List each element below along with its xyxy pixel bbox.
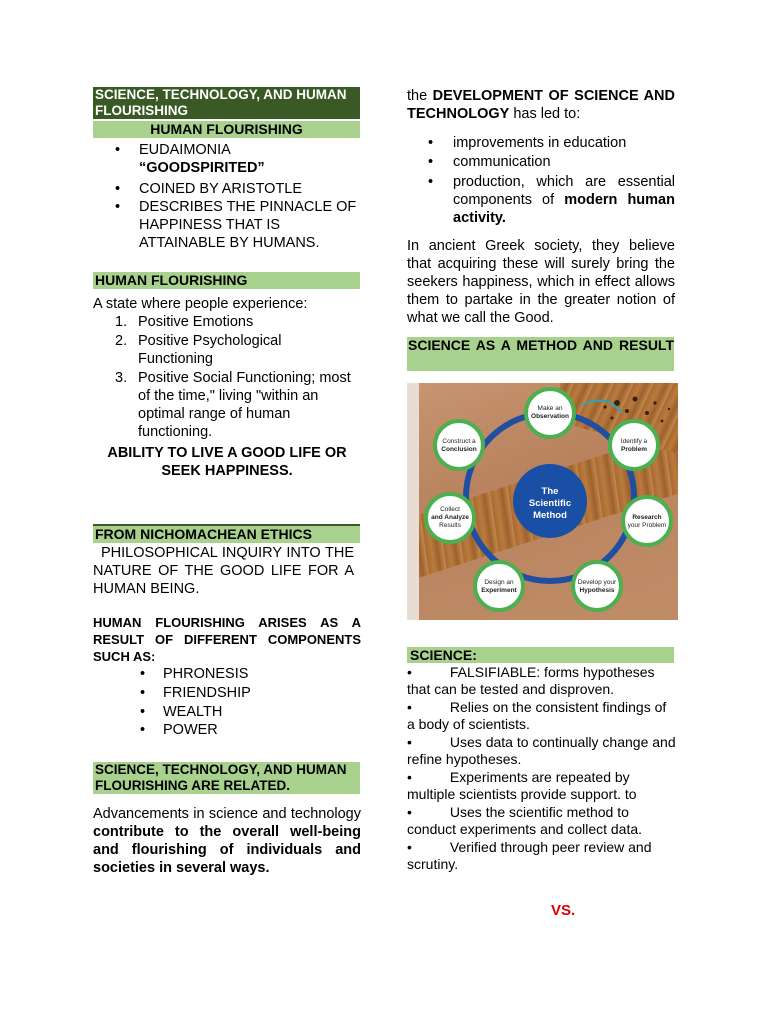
scientific-method-diagram <box>407 383 678 620</box>
eudaimonia-item: EUDAIMONIA <box>139 142 231 158</box>
greek-text: In ancient Greek society, they believe that acquiring these will surely bring the seekers happiness, which in effect allows them to partake in the greater notion of what we call the Good. <box>407 238 675 326</box>
center-label: Method <box>533 510 567 521</box>
science-item: • Experiments are repeated by multiple scientists provide support. to <box>407 769 637 802</box>
node-label: Experiment <box>481 587 517 594</box>
component-item: FRIENDSHIP <box>163 685 251 701</box>
led-item: improvements in education <box>453 135 627 151</box>
node-label: Problem <box>620 446 648 453</box>
main-heading: SCIENCE, TECHNOLOGY, AND HUMAN FLOURISHING <box>93 87 360 119</box>
development-text <box>407 87 675 123</box>
numbered-item: Positive Social Functioning; most of the time," living "within an optimal range of human functioning. <box>138 370 351 440</box>
node-label: Design an <box>484 579 514 586</box>
advancements-text <box>93 805 361 877</box>
led-item <box>453 173 675 227</box>
adv-bold: contribute to the overall well-being and flourishing of individuals and societies in several ways. <box>93 824 361 876</box>
science-item: • Verified through peer review and scrutiny. <box>407 839 652 872</box>
center-label: Scientific <box>528 498 572 509</box>
science-list <box>407 664 677 874</box>
node-label: Research <box>632 514 662 521</box>
center-label: The <box>541 486 559 497</box>
node-label: Construct a <box>442 438 476 445</box>
node-hypothesis <box>573 562 621 610</box>
component-item: PHRONESIS <box>163 666 249 682</box>
node-label: Develop your <box>577 579 617 586</box>
node-label: Make an <box>537 405 563 412</box>
dev-post: has led to: <box>509 106 581 122</box>
science-item: • Uses the scientific method to conduct experiments and collect data. <box>407 804 643 837</box>
science-item: • Relies on the consistent findings of a body of scientists. <box>407 699 667 732</box>
vs-label: VS. <box>551 902 576 919</box>
method-heading <box>407 337 674 371</box>
node-label: your Problem <box>627 522 667 529</box>
science-heading: SCIENCE: <box>407 647 674 663</box>
nich-heading: FROM NICHOMACHEAN ETHICS <box>93 524 360 543</box>
node-experiment <box>475 562 523 610</box>
node-label: Hypothesis <box>579 587 615 594</box>
numbered-item: Positive Psychological Functioning <box>138 333 282 367</box>
science-item: • FALSIFIABLE: forms hypotheses that can be tested and disproven. <box>407 664 655 697</box>
node-label: and Analyze <box>431 514 469 521</box>
node-label: Identify a <box>620 438 648 445</box>
hf-heading-center: HUMAN FLOURISHING <box>93 121 360 138</box>
node-problem <box>610 421 658 469</box>
node-label: Conclusion <box>441 446 477 453</box>
dev-bold: DEVELOPMENT OF SCIENCE AND TECHNOLOGY <box>407 88 675 122</box>
science-item: • Uses data to continually change and refine hypotheses. <box>407 734 676 767</box>
node-collect <box>426 494 474 542</box>
node-conclusion <box>435 421 483 469</box>
state-intro: A state where people experience: <box>93 296 308 312</box>
hf-heading-2: HUMAN FLOURISHING <box>93 272 360 289</box>
method-heading-text: SCIENCE AS A METHOD AND RESULT <box>408 337 674 353</box>
arises-text: HUMAN FLOURISHING ARISES AS A RESULT OF DIFFERENT COMPONENTS SUCH AS: <box>93 615 361 664</box>
node-observation <box>526 389 574 437</box>
component-item: POWER <box>163 722 218 738</box>
led-item-3-bold: modern human activity. <box>453 192 675 226</box>
related-heading: SCIENCE, TECHNOLOGY, AND HUMAN FLOURISHING ARE RELATED. <box>93 762 360 794</box>
node-label: Collect <box>440 506 460 513</box>
node-label: Results <box>439 522 461 529</box>
adv-normal: Advancements in science and technology <box>93 806 361 822</box>
led-item: communication <box>453 154 551 170</box>
nich-text: PHILOSOPHICAL INQUIRY INTO THE NATURE OF THE GOOD LIFE FOR A HUMAN BEING. <box>93 545 354 597</box>
led-item-3: production, which are essential components of <box>453 174 675 208</box>
goodspirited: “GOODSPIRITED” <box>139 160 265 176</box>
component-item: WEALTH <box>163 704 223 720</box>
ability-text: ABILITY TO LIVE A GOOD LIFE OR SEEK HAPPINESS. <box>107 445 347 479</box>
node-research <box>623 497 671 545</box>
coined-item: COINED BY ARISTOTLE <box>139 181 303 197</box>
pinnacle-item: DESCRIBES THE PINNACLE OF HAPPINESS THAT IS ATTAINABLE BY HUMANS. <box>139 199 357 251</box>
node-label: Observation <box>531 413 569 420</box>
dev-pre: the <box>407 88 433 104</box>
numbered-item: Positive Emotions <box>138 314 254 330</box>
